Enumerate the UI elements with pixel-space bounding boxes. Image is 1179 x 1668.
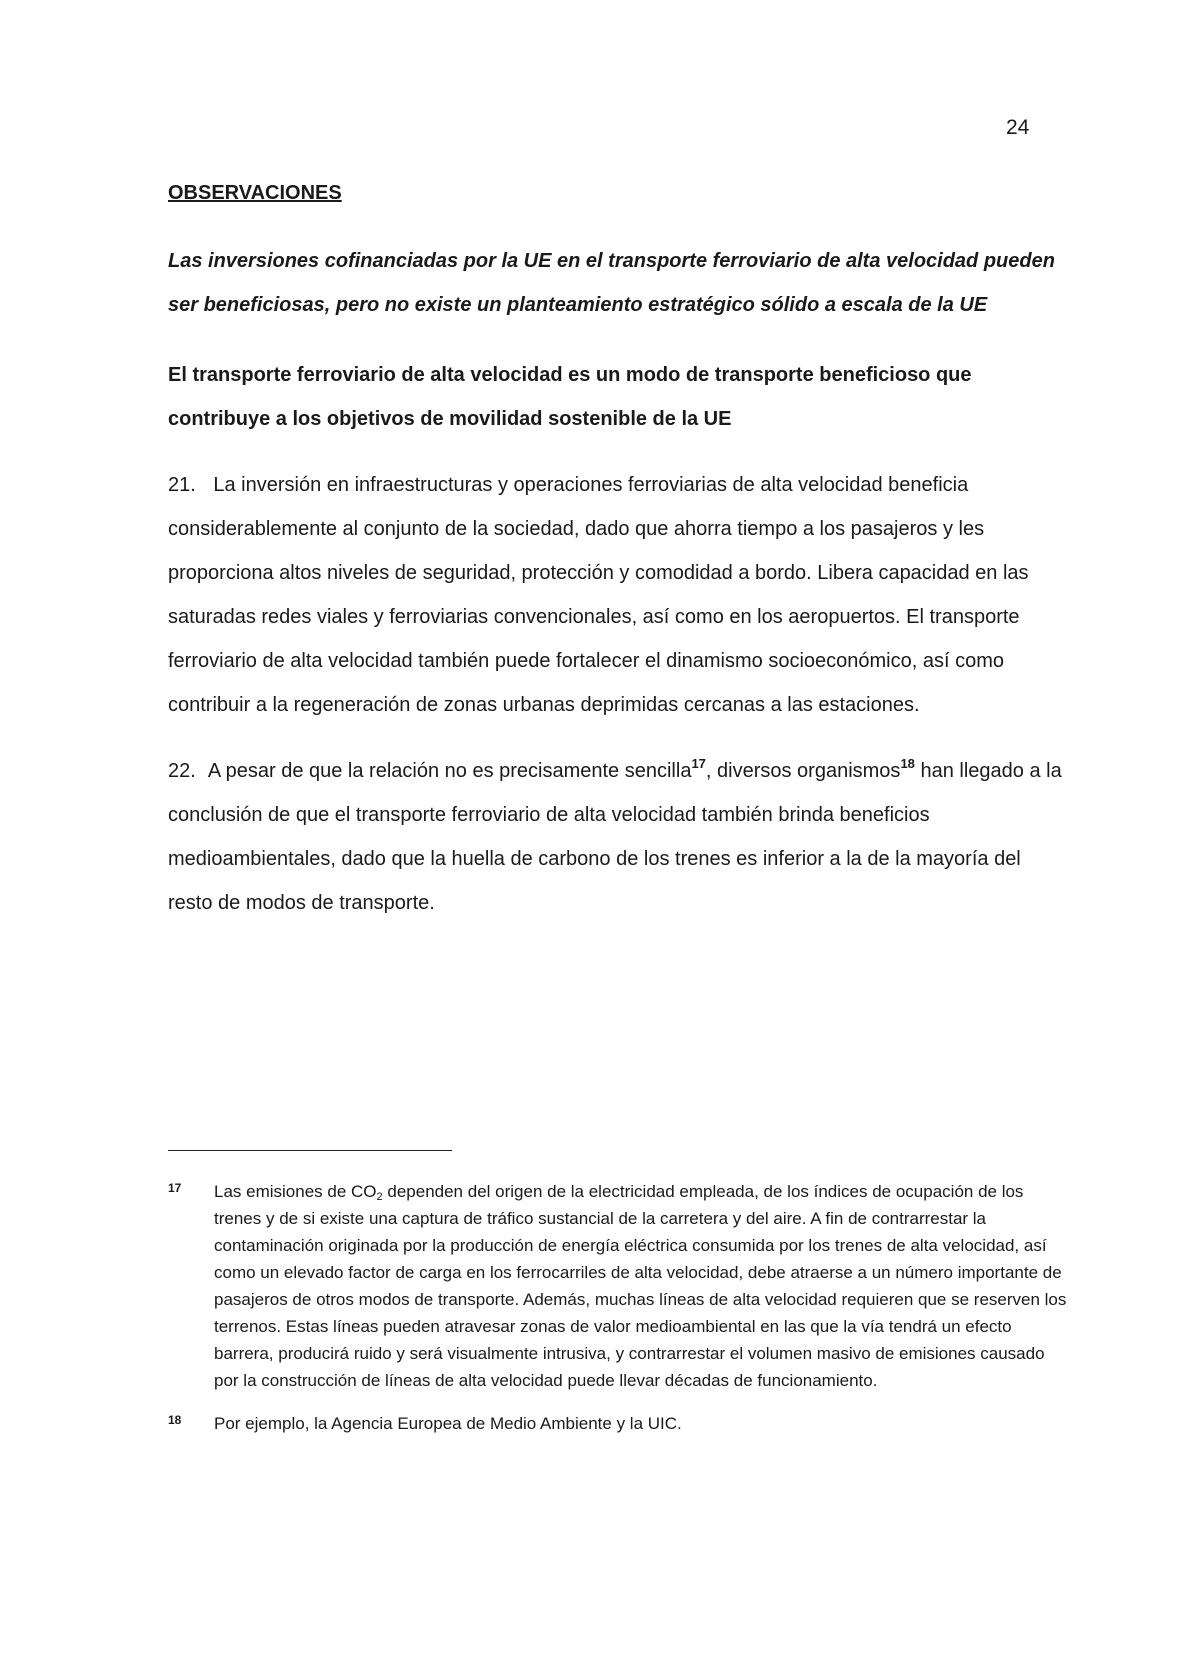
paragraph-text: , diversos organismos: [705, 760, 901, 782]
footnote-ref-18[interactable]: 18: [900, 756, 915, 771]
paragraph-text: A pesar de que la relación no es precisamente sencilla: [207, 760, 692, 782]
main-content: [168, 176, 1068, 947]
page-number: 24: [1006, 116, 1030, 139]
paragraph-number: 21.: [168, 474, 196, 496]
subscript: 2: [376, 1191, 383, 1203]
footnote-mark: 18: [168, 1413, 182, 1427]
footnote-mark: 17: [168, 1181, 182, 1195]
footnote-ref-17[interactable]: 17: [691, 756, 706, 771]
paragraph-number: 22.: [168, 760, 196, 782]
footnote-17: [168, 1178, 1068, 1394]
footnote-text: Por ejemplo, la Agencia Europea de Medio Ambiente y la UIC.: [214, 1414, 682, 1433]
bold-subheading: El transporte ferroviario de alta velocidad es un modo de transporte beneficioso que contribuye a los objetivos de movilidad sostenible de la UE: [168, 364, 972, 430]
footnote-separator: [168, 1150, 452, 1151]
section-title: OBSERVACIONES: [168, 182, 342, 204]
footnote-18: [168, 1410, 1068, 1437]
paragraph-text: han llegado a la conclusión de que el transporte ferroviario de alta velocidad también brinda beneficios medioambientales, dado que la huella de carbono de los trenes es inferior a la de la mayoría del resto de modos de transporte.: [168, 760, 1062, 914]
paragraph-21: [168, 463, 1068, 727]
footnote-text-part: Las emisiones de CO: [214, 1182, 377, 1201]
paragraph-text: La inversión en infraestructuras y operaciones ferroviarias de alta velocidad beneficia considerablemente al conjunto de la sociedad, dado que ahorra tiempo a los pasajeros y les proporciona altos niveles de seguridad, protección y comodidad a bordo. Libera capacidad en las saturadas redes viales y ferroviarias convencionales, así como en los aeropuertos. El transporte ferroviario de alta velocidad también puede fortalecer el dinamismo socioeconómico, así como contribuir a la regeneración de zonas urbanas deprimidas cercanas a las estaciones.: [168, 474, 1029, 716]
footnote-text-part: dependen del origen de la electricidad empleada, de los índices de ocupación de los trenes y de si existe una captura de tráfico sustancial de la carretera y del aire. A fin de contrarrestar la contaminación originada por la producción de energía eléctrica consumida por los trenes de alta velocidad, así como un elevado factor de carga en los ferrocarriles de alta velocidad, debe atraerse a un número importante de pasajeros de otros modos de transporte. Además, muchas líneas de alta velocidad requieren que se reserven los terrenos. Estas líneas pueden atravesar zonas de valor medioambiental en las que la vía tendrá un efecto barrera, producirá ruido y será visualmente intrusiva, y contrarrestar el volumen masivo de emisiones causado por la construcción de líneas de alta velocidad puede llevar décadas de funcionamiento.: [214, 1182, 1067, 1390]
italic-subheading: Las inversiones cofinanciadas por la UE en el transporte ferroviario de alta velocidad pueden ser beneficiosas, pero no existe un planteamiento estratégico sólido a escala de la UE: [168, 250, 1055, 316]
paragraph-22: [168, 749, 1068, 925]
footnotes: [168, 1178, 1068, 1453]
footnote-text: [214, 1178, 1068, 1394]
